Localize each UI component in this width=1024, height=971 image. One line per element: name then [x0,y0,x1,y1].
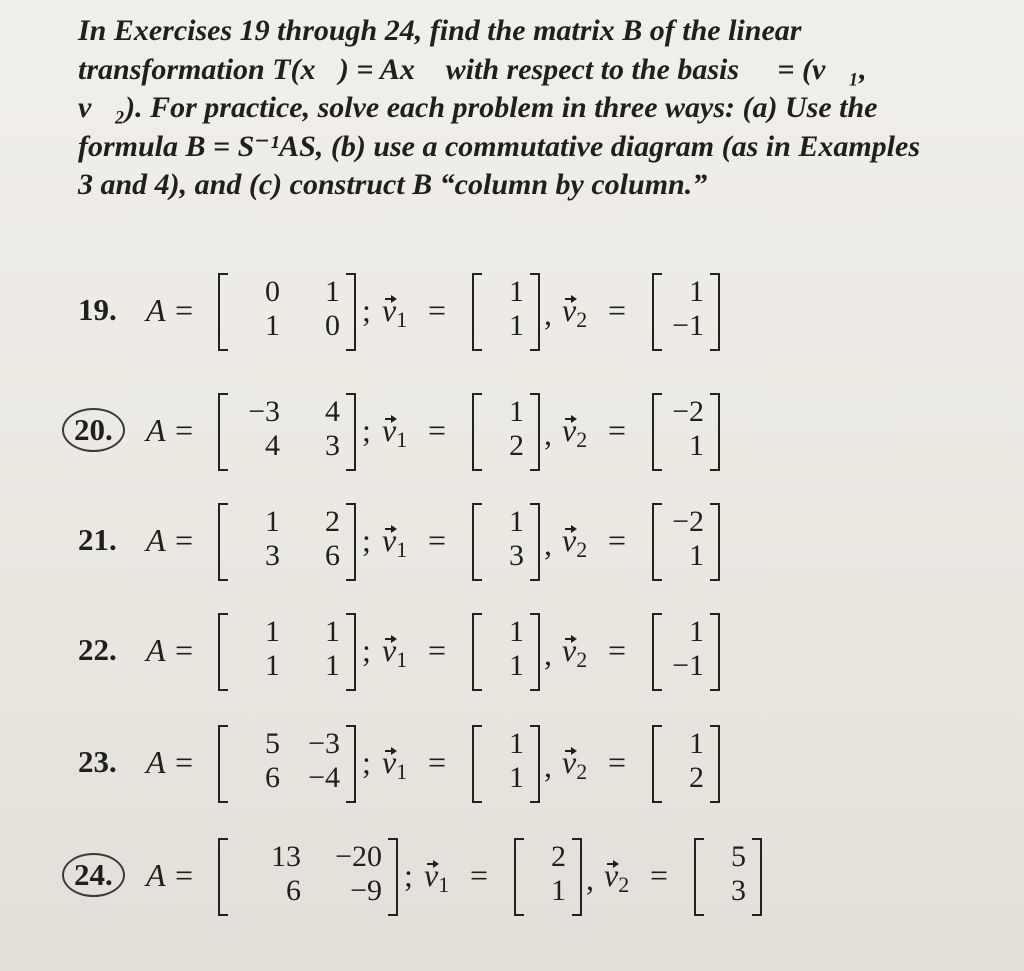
vector-v2-right-bracket [710,503,720,581]
vector-v2-right-bracket [710,613,720,691]
matrix-a-entry: 2 [325,505,340,538]
matrix-a-entry: 1 [265,615,280,648]
vector-v2-right-bracket [710,393,720,471]
vector-v2-label-letter: v [562,412,577,448]
vector-v2-right-bracket [710,273,720,351]
vector-v2-label-subscript: 2 [576,647,588,672]
equals-sign: = [470,857,489,893]
exercise-number: 20. [62,408,125,452]
matrix-a-right-bracket [346,273,356,351]
matrix-a-entry: 0 [265,275,280,308]
vector-v2-entry: −1 [672,309,704,342]
vector-v1-label-subscript: 1 [396,759,408,784]
vector-v2-label-subscript: 2 [576,537,588,562]
matrix-a-entry: 1 [325,275,340,308]
vector-v2-label [562,522,587,568]
vector-v2-entry: 5 [731,840,746,873]
vector-v1-entry: 1 [509,395,524,428]
vector-v1-label [382,292,407,338]
vector-v2-label [604,857,629,903]
vector-v2-label-subscript: 2 [576,427,588,452]
matrix-a-right-bracket [346,503,356,581]
matrix-a-label: A = [146,744,195,780]
matrix-a-entry: −9 [350,874,382,907]
separator: , [544,636,552,672]
vector-v2-label [562,412,587,458]
separator: ; [362,292,371,328]
matrix-a-label: A = [146,632,195,668]
exercise-23 [0,727,1024,830]
matrix-a-label: A = [146,292,195,328]
separator: ; [362,522,371,558]
vector-v1-right-bracket [530,273,540,351]
vector-v1-entry: 3 [509,539,524,572]
vector-v1-entry: 1 [509,275,524,308]
vector-v2-entry: 1 [689,727,704,760]
vector-v1-entry: 1 [509,649,524,682]
vector-v2-label-subscript: 2 [618,872,630,897]
matrix-a-entry: 4 [265,429,280,462]
equals-sign: = [428,744,447,780]
separator: , [544,526,552,562]
vector-v1-label-subscript: 1 [396,427,408,452]
separator: , [586,861,594,897]
vector-v2-label-letter: v [562,522,577,558]
equals-sign: = [608,744,627,780]
vector-v1-label [382,412,407,458]
vector-v1-label-subscript: 1 [396,647,408,672]
matrix-a-entry: 6 [286,874,301,907]
exercise-number: 21. [78,522,117,557]
vector-v1-right-bracket [530,393,540,471]
matrix-a-entry: 3 [325,429,340,462]
exercise-number: 19. [78,292,117,327]
exercise-22 [0,615,1024,718]
vector-v2-entry: 1 [689,429,704,462]
vector-v1-label [382,632,407,678]
vector-v1-label [382,744,407,790]
separator: , [544,748,552,784]
exercise-19 [0,275,1024,378]
vector-v1-label-letter: v [382,412,397,448]
vector-v1-entry: 1 [509,309,524,342]
matrix-a-entry: 5 [265,727,280,760]
separator: ; [362,632,371,668]
matrix-a-right-bracket [388,838,398,916]
matrix-a-entry: 1 [265,309,280,342]
matrix-a-entry: 1 [325,649,340,682]
separator: , [544,296,552,332]
matrix-a-entry: −3 [248,395,280,428]
matrix-a-entry: 3 [265,539,280,572]
vector-v1-label-letter: v [382,522,397,558]
matrix-a-entry: 0 [325,309,340,342]
matrix-a-right-bracket [346,393,356,471]
vector-v2-entry: 3 [731,874,746,907]
matrix-a-entry: 6 [325,539,340,572]
vector-v2-label-letter: v [562,632,577,668]
matrix-a-left-bracket [218,838,228,916]
matrix-a-right-bracket [346,613,356,691]
vector-v1-entry: 2 [509,429,524,462]
exercise-20 [0,395,1024,498]
matrix-a-label: A = [146,522,195,558]
matrix-a-entry: −3 [308,727,340,760]
vector-v2-label [562,292,587,338]
equals-sign: = [650,857,669,893]
vector-v2-label-letter: v [562,744,577,780]
vector-v2-label-subscript: 2 [576,307,588,332]
vector-v2-entry: −2 [672,395,704,428]
vector-v1-entry: 1 [509,761,524,794]
vector-v1-right-bracket [572,838,582,916]
exercise-21 [0,505,1024,608]
vector-v1-right-bracket [530,725,540,803]
vector-v1-label [382,522,407,568]
vector-v2-label [562,744,587,790]
vector-v1-entry: 1 [509,615,524,648]
vector-v2-label-letter: v [604,857,619,893]
vector-v1-entry: 1 [551,874,566,907]
matrix-a-entry: 4 [325,395,340,428]
vector-v2-entry: −2 [672,505,704,538]
equals-sign: = [608,632,627,668]
matrix-a-entry: −4 [308,761,340,794]
matrix-a-entry: 1 [265,505,280,538]
instructions-paragraph: In Exercises 19 through 24, find the matrix B of the linear transformation T(x⃗) = Ax⃗ with respect to the basis 𝔅 = (v⃗₁, v⃗₂). For practice, solve each problem in three ways: (a) Use the formula B = S⁻¹AS, (b) use a commutative diagram (as in Examples 3 and 4), and (c) construct B “column by column.” [78,14,920,201]
matrix-a-entry: 1 [265,649,280,682]
matrix-a-entry: 13 [271,840,301,873]
matrix-a-label: A = [146,857,195,893]
vector-v2-entry: 1 [689,539,704,572]
vector-v2-entry: 1 [689,615,704,648]
exercise-24 [0,840,1024,943]
vector-v2-label-subscript: 2 [576,759,588,784]
vector-v1-entry: 1 [509,505,524,538]
separator: ; [362,412,371,448]
separator: , [544,416,552,452]
vector-v2-entry: 1 [689,275,704,308]
separator: ; [362,744,371,780]
matrix-a-entry: 6 [265,761,280,794]
vector-v1-entry: 2 [551,840,566,873]
equals-sign: = [608,522,627,558]
exercise-number: 22. [78,632,117,667]
vector-v1-label [424,857,449,903]
vector-v1-label-letter: v [382,632,397,668]
vector-v1-label-subscript: 1 [396,307,408,332]
vector-v1-label-subscript: 1 [438,872,450,897]
equals-sign: = [608,412,627,448]
vector-v2-right-bracket [752,838,762,916]
vector-v1-label-letter: v [382,744,397,780]
exercise-number: 24. [62,853,125,897]
vector-v2-entry: −1 [672,649,704,682]
matrix-a-label: A = [146,412,195,448]
separator: ; [404,857,413,893]
matrix-a-entry: 1 [325,615,340,648]
vector-v1-right-bracket [530,503,540,581]
equals-sign: = [608,292,627,328]
vector-v2-entry: 2 [689,761,704,794]
equals-sign: = [428,632,447,668]
vector-v1-right-bracket [530,613,540,691]
vector-v1-entry: 1 [509,727,524,760]
equals-sign: = [428,292,447,328]
vector-v1-label-subscript: 1 [396,537,408,562]
equals-sign: = [428,412,447,448]
exercise-number: 23. [78,744,117,779]
vector-v2-label-letter: v [562,292,577,328]
vector-v1-label-letter: v [382,292,397,328]
matrix-a-entry: −20 [335,840,382,873]
vector-v1-label-letter: v [424,857,439,893]
matrix-a-right-bracket [346,725,356,803]
vector-v2-label [562,632,587,678]
vector-v2-right-bracket [710,725,720,803]
equals-sign: = [428,522,447,558]
